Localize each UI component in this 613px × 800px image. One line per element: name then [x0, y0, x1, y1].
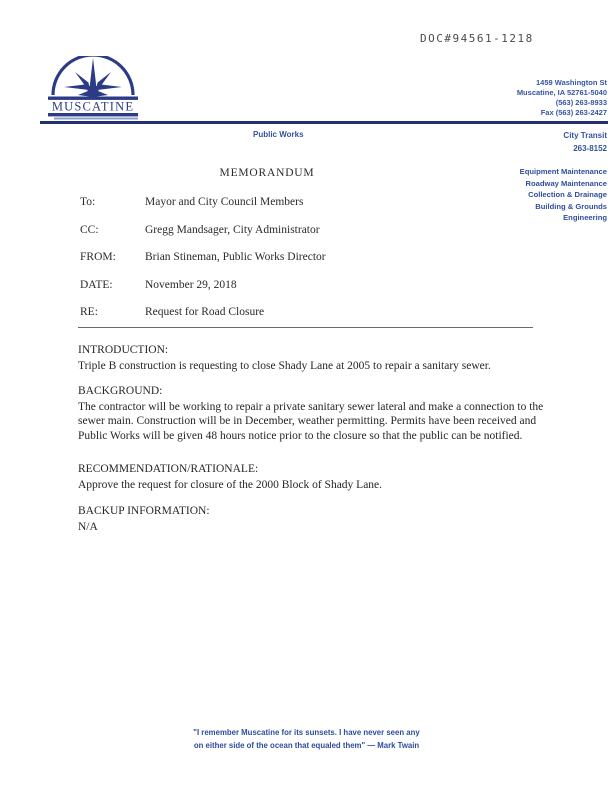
section-heading: INTRODUCTION: [78, 344, 169, 356]
address-line: Muscatine, IA 52761-5040 [516, 88, 607, 97]
field-label: CC: [80, 224, 99, 236]
memo-body-divider [78, 327, 533, 328]
department-label: Public Works [253, 130, 304, 139]
section-background [78, 384, 546, 443]
section-body: N/A [78, 520, 98, 533]
quote-line: "I remember Muscatine for its sunsets. I have never seen any [193, 728, 420, 737]
sunburst-dome-icon [44, 56, 142, 120]
muscatine-logo [44, 56, 142, 120]
field-value: Gregg Mandsager, City Administrator [145, 224, 320, 236]
city-transit-label: City Transit [563, 131, 607, 140]
division-item: Building & Grounds [535, 201, 607, 211]
field-label: FROM: [80, 251, 116, 263]
field-value: Brian Stineman, Public Works Director [145, 251, 326, 263]
section-body: Triple B construction is requesting to close Shady Lane at 2005 to repair a sanitary sewer. [78, 359, 491, 372]
section-introduction [78, 343, 546, 373]
field-label: DATE: [80, 279, 113, 291]
field-label: To: [80, 196, 96, 208]
section-backup-information [78, 504, 546, 534]
division-list [520, 166, 607, 224]
field-value: Request for Road Closure [145, 306, 265, 318]
field-label: RE: [80, 306, 98, 318]
city-transit-block [563, 129, 607, 155]
field-value: Mayor and City Council Members [145, 196, 304, 208]
section-recommendation [78, 462, 546, 492]
city-transit-phone: 263-8152 [573, 144, 607, 153]
address-line: Fax (563) 263-2427 [540, 108, 607, 117]
section-heading: BACKGROUND: [78, 385, 163, 397]
letterhead-divider [40, 121, 608, 124]
section-heading: RECOMMENDATION/RATIONALE: [78, 463, 259, 475]
address-line: 1459 Washington St [536, 78, 607, 87]
division-item: Equipment Maintenance [519, 167, 607, 176]
memo-title: MEMORANDUM [219, 167, 315, 179]
letterhead-address [517, 78, 607, 118]
division-item: Collection & Drainage [528, 190, 607, 200]
field-value: November 29, 2018 [145, 279, 237, 291]
document-number: DOC#94561-1218 [420, 32, 534, 45]
division-item: Engineering [563, 213, 607, 223]
section-body: Approve the request for closure of the 2000 Block of Shady Lane. [78, 478, 383, 491]
quote-line: on either side of the ocean that equaled them" — Mark Twain [193, 741, 420, 750]
address-line: (563) 263-8933 [555, 98, 607, 107]
section-body: The contractor will be working to repair a private sanitary sewer lateral and make a connection to the sewer main. Construction will be in December, weather permitting. Permits have been received and Public Works will be given 48 hours notice prior to the closure so that the public can be notified. [78, 400, 544, 442]
division-item: Roadway Maintenance [525, 178, 607, 188]
svg-text:MUSCATINE: MUSCATINE [51, 99, 135, 114]
section-heading: BACKUP INFORMATION: [78, 505, 210, 517]
footer-quote [0, 726, 613, 752]
